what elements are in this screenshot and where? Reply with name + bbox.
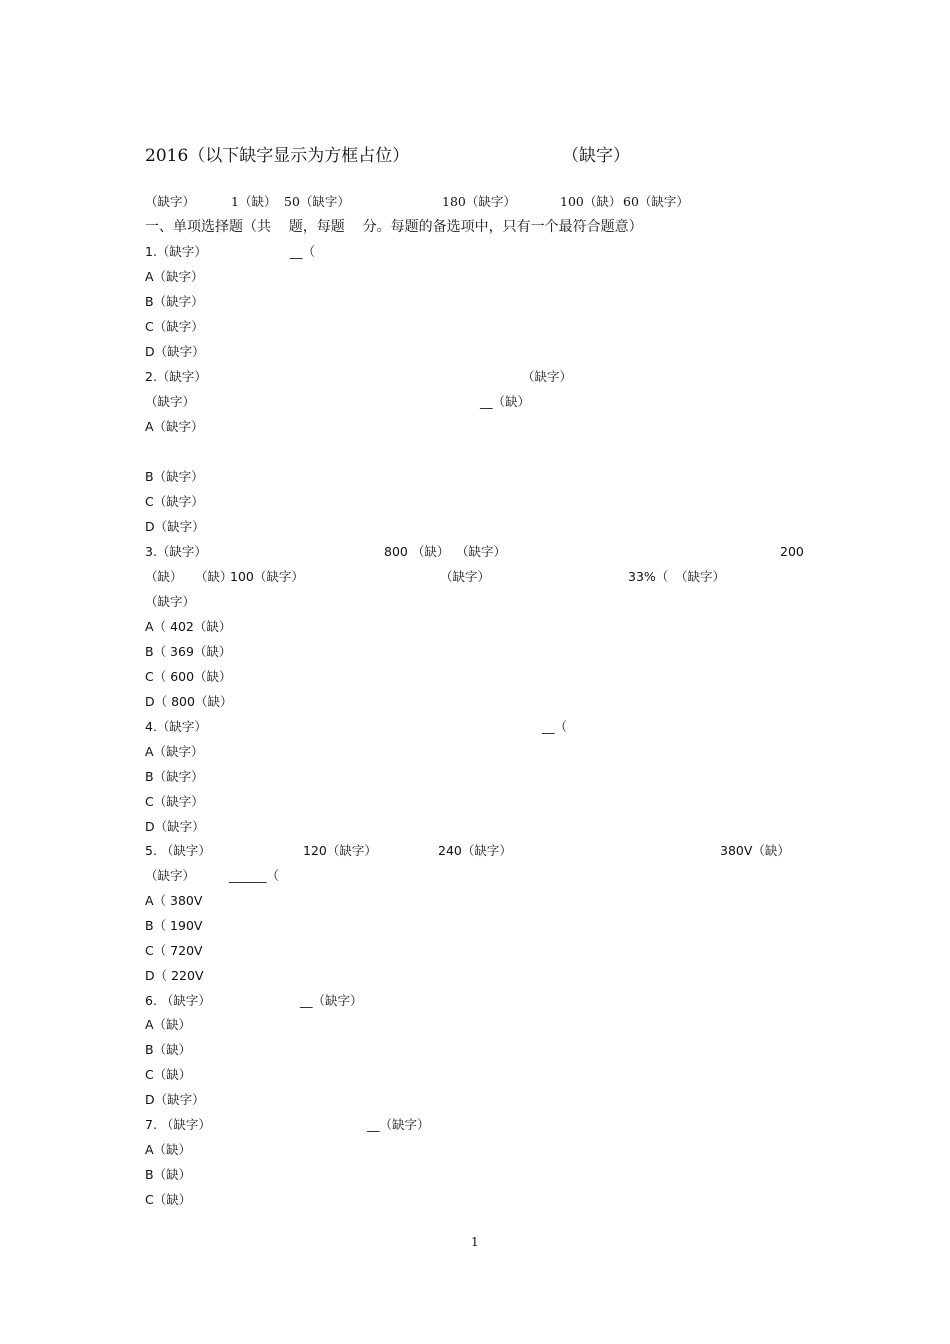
question-3-stem-200: 200: [780, 544, 804, 559]
question-5-option-a: A（ 380V: [145, 893, 203, 908]
question-2-option-d: D（缺字）: [145, 519, 205, 534]
exam-meta-3: 50（缺字）: [284, 194, 350, 209]
question-2-option-c: C（缺字）: [145, 494, 204, 509]
question-5-stem-120: 120（缺字）: [303, 843, 377, 858]
question-1-option-a: A（缺字）: [145, 269, 204, 284]
question-2-blank: __（缺）: [480, 394, 531, 409]
question-6-option-d: D（缺字）: [145, 1092, 205, 1107]
question-5-stem-240: 240（缺字）: [438, 843, 512, 858]
question-3-line3: （缺字）: [145, 594, 196, 609]
question-3-line2-c: 100（缺字）: [230, 569, 304, 584]
exam-meta-5: 100（缺）: [560, 194, 622, 209]
question-3-line2-f: （缺字）: [675, 569, 726, 584]
question-2-stem: 2.（缺字）: [145, 369, 207, 384]
question-6-option-a: A（缺）: [145, 1017, 192, 1032]
page-number: 1: [471, 1235, 479, 1249]
question-5-option-b: B（ 190V: [145, 918, 203, 933]
question-6-option-c: C（缺）: [145, 1067, 192, 1082]
question-6-option-b: B（缺）: [145, 1042, 192, 1057]
question-3-line2-b: （缺）: [195, 569, 233, 584]
question-7-option-a: A（缺）: [145, 1142, 192, 1157]
question-3-line2-e: 33%（: [628, 569, 669, 584]
question-1-option-b: B（缺字）: [145, 294, 204, 309]
question-2-stem-line2: （缺字）: [145, 394, 196, 409]
exam-meta-4: 180（缺字）: [442, 194, 516, 209]
question-4-option-d: D（缺字）: [145, 819, 205, 834]
exam-meta-2: 1（缺）: [231, 194, 277, 209]
question-1-option-c: C（缺字）: [145, 319, 204, 334]
question-4-blank: __（: [542, 719, 568, 734]
question-4-option-a: A（缺字）: [145, 744, 204, 759]
question-4-stem: 4.（缺字）: [145, 719, 207, 734]
question-2-option-b: B（缺字）: [145, 469, 204, 484]
question-1-stem: 1.（缺字）: [145, 244, 207, 259]
question-3-option-b: B（ 369（缺）: [145, 644, 232, 659]
question-1-blank: __（: [290, 244, 316, 259]
doc-title-left: 2016（以下缺字显示为方框占位）: [145, 146, 410, 166]
exam-meta-6: 60（缺字）: [623, 194, 689, 209]
section-heading: 一、单项选择题（共 题，每题 分。每题的备选项中，只有一个最符合题意）: [145, 219, 643, 235]
question-6-stem: 6. （缺字）: [145, 993, 211, 1008]
question-3-option-d: D（ 800（缺）: [145, 694, 233, 709]
question-3-stem: 3.（缺字）: [145, 544, 207, 559]
question-3-stem-800: 800 （缺）: [384, 544, 450, 559]
question-3-line2-d: （缺字）: [440, 569, 491, 584]
question-7-option-c: C（缺）: [145, 1192, 192, 1207]
question-5-option-c: C（ 720V: [145, 943, 203, 958]
question-4-option-b: B（缺字）: [145, 769, 204, 784]
question-5-stem: 5. （缺字）: [145, 843, 211, 858]
question-2-option-a: A（缺字）: [145, 419, 204, 434]
question-5-stem-380v: 380V（缺）: [720, 843, 790, 858]
question-2-stem-cont: （缺字）: [522, 369, 573, 384]
exam-meta-1: （缺字）: [145, 194, 196, 209]
doc-title-right: （缺字）: [562, 146, 630, 166]
question-7-option-b: B（缺）: [145, 1167, 192, 1182]
question-7-blank: __（缺字）: [367, 1117, 430, 1132]
question-3-line2-a: （缺）: [145, 569, 183, 584]
question-7-stem: 7. （缺字）: [145, 1117, 211, 1132]
question-3-stem-mid: （缺字）: [456, 544, 507, 559]
question-1-option-d: D（缺字）: [145, 344, 205, 359]
question-5-blank: ______（: [229, 868, 280, 883]
question-3-option-a: A（ 402（缺）: [145, 619, 232, 634]
question-5-option-d: D（ 220V: [145, 968, 204, 983]
question-6-blank: __（缺字）: [300, 993, 363, 1008]
question-5-line2: （缺字）: [145, 868, 196, 883]
question-3-option-c: C（ 600（缺）: [145, 669, 232, 684]
question-4-option-c: C（缺字）: [145, 794, 204, 809]
